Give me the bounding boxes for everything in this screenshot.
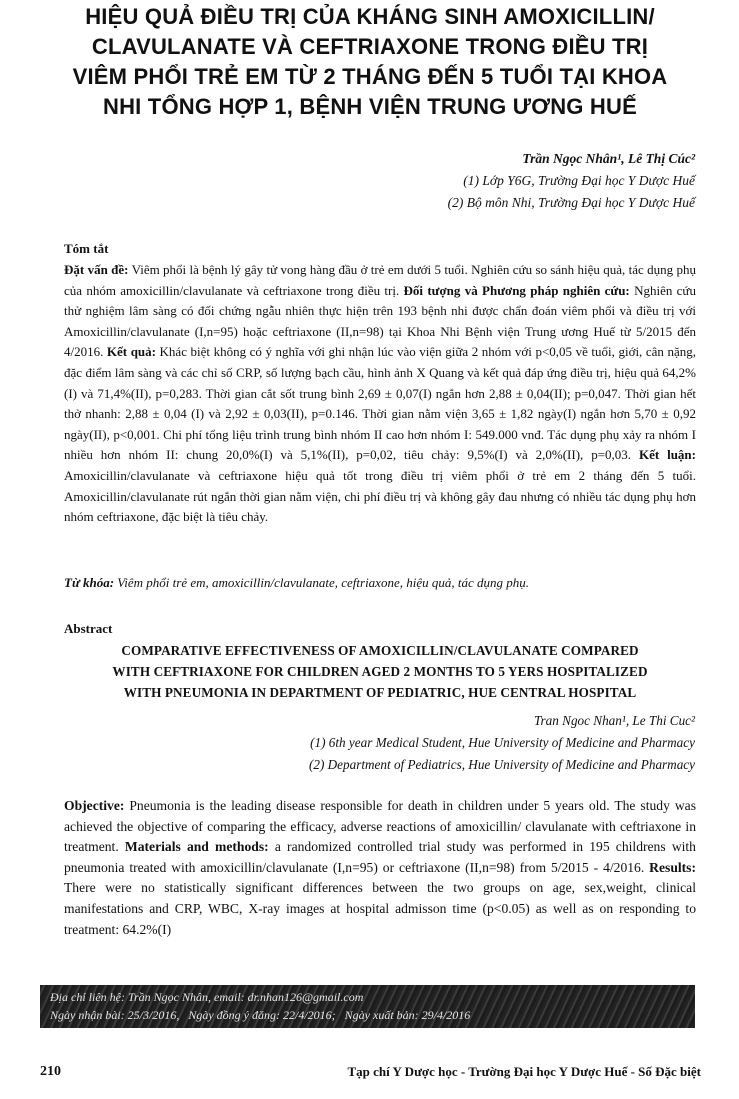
contact-info-box [40,985,695,1028]
title-line: WITH PNEUMONIA IN DEPARTMENT OF PEDIATRIC, HUE CENTRAL HOSPITAL [123,685,637,700]
journal-name: Tạp chí Y Dược học - Trường Đại học Y Dược Huế - Số Đặc biệt [347,1064,701,1079]
methods-text: a randomized controlled trial study was performed in 195 childrens with pneumonia treated with amoxicillin/clavulanate (I,n=95) or ceftriaxone (II,n=98) from 5/2015 - 4/2016. [64,839,696,875]
affiliation-2: (2) Department of Pediatrics, Hue University of Medicine and Pharmacy [308,757,695,772]
methods-label: Đối tượng và Phương pháp nghiên cứu: [403,282,630,298]
affiliation-1: (1) 6th year Medical Student, Hue University of Medicine and Pharmacy [310,735,695,750]
methods-label: Materials and methods: [124,839,269,855]
page-number: 210 [40,1064,61,1079]
accepted-date: Ngày đồng ý đăng: 22/4/2016; [188,1008,336,1022]
title-line: CLAVULANATE VÀ CEFTRIAXONE TRONG ĐIỀU TRỊ [91,34,649,59]
dates-line [50,1006,685,1024]
published-date: Ngày xuất bản: 29/4/2016 [344,1008,471,1022]
conclusion-label: Kết luận: [638,447,696,463]
title-line: HIỆU QUẢ ĐIỀU TRỊ CỦA KHÁNG SINH AMOXICILLIN/ [85,4,655,29]
title-line: VIÊM PHỔI TRẺ EM TỪ 2 THÁNG ĐẾN 5 TUỔI TẠI KHOA [72,64,668,89]
results-label: Results: [649,859,696,875]
title-line: NHI TỔNG HỢP 1, BỆNH VIỆN TRUNG ƯƠNG HUẾ [103,94,637,119]
article-title-english [60,640,700,703]
keywords-text: Viêm phổi trẻ em, amoxicillin/clavulanate, ceftriaxone, hiệu quả, tác dụng phụ. [114,575,529,590]
author-names: Trần Ngọc Nhân¹, Lê Thị Cúc² [522,151,695,166]
author-names: Tran Ngoc Nhan¹, Le Thi Cuc² [533,713,695,728]
results-label: Kết quả: [106,344,156,360]
summary-heading: Tóm tắt [64,241,109,256]
results-text: Khác biệt không có ý nghĩa với ghi nhận lúc vào viện giữa 2 nhóm với p<0,05 về tuổi, giới, cân nặng, đặc điểm lâm sàng và các chỉ số CRP, số lượng bạch cầu, hình ảnh X Quang và kết quả đáp ứng điều trị, hiệu quả 64,2%(I) và 71,4%(II), p=0,283. Thời gian cắt sốt trung bình 2,69 ± 0,07(I) ngắn hơn 2,88 ± 0,04(II); p=0,047. Thời gian hết thở nhanh: 2,88 ± 0,04 (I) và 2,92 ± 0,03(II), p=0.146. Thời gian nằm viện 3,65 ± 1,82 ngày(I) ngắn hơn 5,70 ± 0,92 ngày(II), p<0,001. Chi phí tổng liệu trình trung bình nhóm II cao hơn nhóm I: 549.000 vnđ. Tác dụng phụ xảy ra nhóm I nhiều hơn nhóm II: chung 20,0%(I) và 5,1%(II), p=0,02, tiêu chảy: 9,5%(I) và 2,0%(II), p=0,03. [64,344,696,463]
background-text: Viêm phổi là bệnh lý gây tử vong hàng đầu ở trẻ em dưới 5 tuổi. Nghiên cứu so sánh hiệu quả, tác dụng phụ của nhóm amoxicillin/clavulanate và ceftriaxone trong điều trị. [64,262,696,298]
conclusion-text: Amoxicillin/clavulanate và ceftriaxone hiệu quả tốt trong điều trị viêm phổi ở trẻ em 2 tháng đến 5 tuổi. Amoxicillin/clavulanate rút ngắn thời gian nằm viện, chi phí điều trị và không gây đau nhưng có nhiều tác dụng phụ hơn nhóm ceftriaxone, đặc biệt là tiêu chảy. [64,467,696,525]
authors-english [309,710,695,776]
affiliation-2: (2) Bộ môn Nhi, Trường Đại học Y Dược Huế [447,195,695,210]
methods-text: Nghiên cứu thử nghiệm lâm sàng có đối chứng ngẫu nhiên thực hiện trên 193 bệnh nhi được chẩn đoán viêm phổi và điều trị với Amoxicillin/clavulanate (I,n=95) hoặc ceftriaxone (II,n=98) tại Khoa Nhi Bệnh viện Trung ương Huế từ 5/2015 đến 4/2016. [64,282,696,360]
received-date: Ngày nhận bài: 25/3/2016, [50,1008,180,1022]
affiliation-1: (1) Lớp Y6G, Trường Đại học Y Dược Huế [463,173,695,188]
vietnamese-summary [64,260,696,528]
title-line: WITH CEFTRIAXONE FOR CHILDREN AGED 2 MONTHS TO 5 YERS HOSPITALIZED [112,664,648,679]
keywords [64,575,696,591]
abstract-heading: Abstract [64,621,113,636]
objective-text: Pneumonia is the leading disease responsible for death in children under 5 years old. The study was achieved the objective of comparing the efficacy, adverse reactions of amoxicillin/ clavulanate with ceftriaxone in treatment. [64,798,696,855]
background-label: Đặt vấn đề: [64,262,129,277]
keywords-label: Từ khóa: [64,575,115,590]
contact-line: Địa chỉ liên hệ: Trần Ngọc Nhân, email: dr.nhan126@gmail.com [50,990,364,1004]
authors-vietnamese [448,148,695,214]
objective-label: Objective: [64,798,125,813]
title-line: COMPARATIVE EFFECTIVENESS OF AMOXICILLIN/CLAVULANATE COMPARED [121,643,639,658]
english-abstract-body [64,796,696,940]
results-text: There were no statistically significant differences between the two groups on age, sex,weight, clinical manifestations and CRP, WBC, X-ray images at hospital admisson time (p<0.05) as well as on responding to treatment: 64.2%(I) [64,880,696,937]
article-title-vietnamese [40,2,700,122]
